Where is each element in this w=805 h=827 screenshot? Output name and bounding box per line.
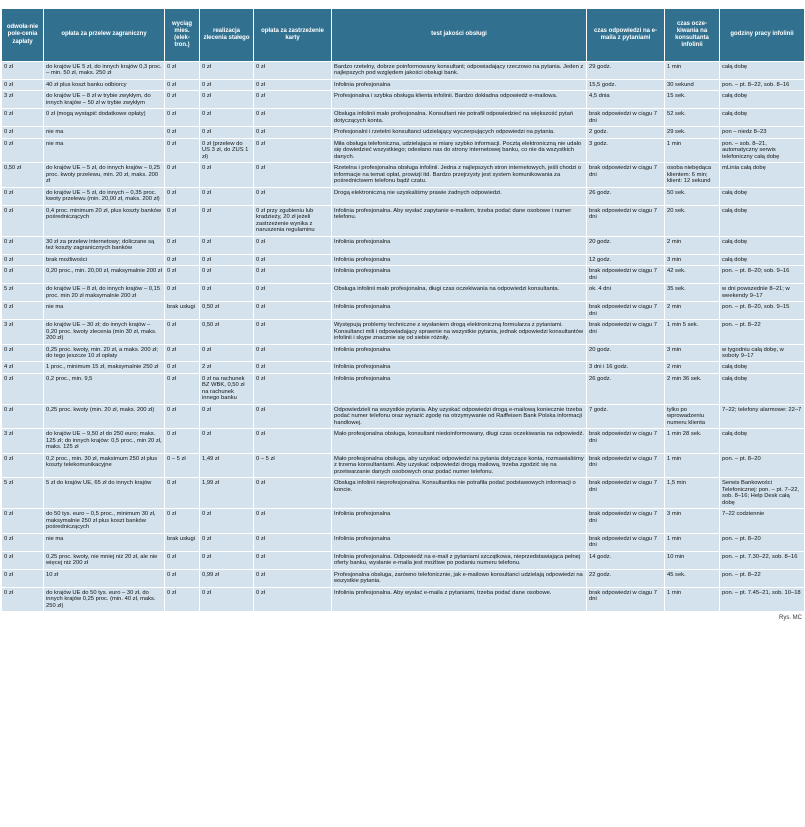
table-cell: 0,25 proc. kwoty (min. 20 zł, maks. 200 zł) bbox=[44, 404, 165, 428]
column-header-foreign-transfer-fee: opłata za przelew zagraniczny bbox=[44, 9, 165, 62]
table-cell: 3 godz. bbox=[587, 138, 665, 162]
table-cell: 0 zł bbox=[165, 509, 200, 533]
table-cell: brak odpowiedzi w ciągu 7 dni bbox=[587, 429, 665, 453]
table-row bbox=[2, 62, 805, 80]
table-cell: całą dobę bbox=[720, 62, 805, 80]
table-cell: pon. – sob. 8–21, automatyczny serwis telefoniczny całą dobę bbox=[720, 138, 805, 162]
table-cell: 7–22; telefony alarmowe: 22–7 bbox=[720, 404, 805, 428]
table-cell: 10 min bbox=[665, 551, 720, 569]
table-row bbox=[2, 79, 805, 90]
table-cell: 1,5 min bbox=[665, 478, 720, 509]
table-cell: Infolinia profesjonalna. Aby wysłać zapytanie e-mailem, trzeba podać dane osobowe i numer telefonu. bbox=[332, 205, 587, 236]
table-cell: do krajów UE – 30 zł; do innych krajów – 0,20 proc. kwoty zlecenia (min 30 zł, maks. 200 zł) bbox=[44, 320, 165, 344]
table-cell: 2 min 36 sek. bbox=[665, 373, 720, 404]
table-cell: do krajów UE – 8 zł w trybie zwykłym, do innych krajów – 50 zł w trybie zwykłym bbox=[44, 91, 165, 109]
table-cell: 4,5 dnia bbox=[587, 91, 665, 109]
table-row bbox=[2, 187, 805, 205]
table-cell: pon. – pt. 8–20, sob. 9–15 bbox=[720, 302, 805, 320]
table-cell: brak odpowiedzi w ciągu 7 dni bbox=[587, 478, 665, 509]
table-cell: 0 zł bbox=[2, 453, 44, 477]
table-cell: 1,49 zł bbox=[200, 453, 254, 477]
table-row bbox=[2, 302, 805, 320]
table-cell: 3 zł bbox=[2, 320, 44, 344]
column-header-monthly-statement: wyciąg mies. (elek-tron.) bbox=[165, 9, 200, 62]
table-cell: 0 zł bbox=[165, 266, 200, 284]
table-cell: 0 zł bbox=[254, 266, 332, 284]
table-cell: 1 min bbox=[665, 587, 720, 611]
table-cell: 1,99 zł bbox=[200, 478, 254, 509]
table-cell: 0 zł bbox=[165, 109, 200, 127]
table-cell: 0 zł bbox=[200, 533, 254, 551]
table-cell: 3 min bbox=[665, 254, 720, 265]
table-cell: 1 min bbox=[665, 453, 720, 477]
table-cell: 0 zł bbox=[2, 187, 44, 205]
table-row bbox=[2, 373, 805, 404]
table-cell: brak możliwości bbox=[44, 254, 165, 265]
table-cell: 0 zł bbox=[165, 344, 200, 362]
table-cell: 0 zł bbox=[254, 362, 332, 373]
table-cell: tylko po wprowadzeniu numeru klienta bbox=[665, 404, 720, 428]
table-row bbox=[2, 587, 805, 611]
table-cell: Profesjonalna i szybka obsługa klienta infolinii. Bardzo dokładna odpowiedź e-mailowa. bbox=[332, 91, 587, 109]
table-cell: 1 min bbox=[665, 138, 720, 162]
table-cell: w dni powszednie 8–21; w weekendy 9–17 bbox=[720, 284, 805, 302]
table-cell: całą dobę bbox=[720, 236, 805, 254]
table-cell: 0 zł bbox=[254, 373, 332, 404]
table-row bbox=[2, 533, 805, 551]
table-cell: 42 sek. bbox=[665, 266, 720, 284]
table-cell: 0,20 proc., min. 20,00 zł, maksymalnie 200 zł bbox=[44, 266, 165, 284]
table-cell: 1 min 5 sek. bbox=[665, 320, 720, 344]
table-cell: 1 min bbox=[665, 533, 720, 551]
table-cell: Odpowiedzieli na wszystkie pytania. Aby uzyskać odpowiedzi drogą e-mailową koniecznie trzeba podać numer telefonu oraz wyrazić zgodę na otrzymywanie od Raiffeisen Bank Polska informacji handlowej. bbox=[332, 404, 587, 428]
table-cell: 3 dni i 16 godz. bbox=[587, 362, 665, 373]
table-cell: 0 zł bbox=[165, 320, 200, 344]
table-cell: całą dobę bbox=[720, 429, 805, 453]
table-row bbox=[2, 266, 805, 284]
table-cell: Infolinia profesjonalna bbox=[332, 236, 587, 254]
table-cell: 0 zł bbox=[254, 533, 332, 551]
table-cell: Występują problemy techniczne z wysłaniem drogą elektroniczną formularza z pytaniami. Konsultanci mili i odpowiadający sprawnie na wszystkie pytania, jednak odpowiedzi konsultantów infolinii i skype znacznie się od siebie różniły. bbox=[332, 320, 587, 344]
table-cell: brak odpowiedzi w ciągu 7 dni bbox=[587, 587, 665, 611]
table-row bbox=[2, 109, 805, 127]
table-cell: 0,25 proc. kwoty, nie mniej niż 20 zł, ale nie więcej niż 200 zł bbox=[44, 551, 165, 569]
table-row bbox=[2, 284, 805, 302]
table-cell: 0 – 5 zł bbox=[165, 453, 200, 477]
table-cell: Profesjonalna obsługa, zarówno telefonicznie, jak e-mailowo konsultanci udzielają odpowiedzi na wszystkie pytania. bbox=[332, 569, 587, 587]
table-cell: całą dobę bbox=[720, 254, 805, 265]
table-cell: brak odpowiedzi w ciągu 7 dni bbox=[587, 163, 665, 187]
table-cell: 0 zł bbox=[165, 404, 200, 428]
table-cell: 0 zł bbox=[254, 62, 332, 80]
table-cell: Serwis Bankowości Telefonicznej: pon. – pt. 7–22, sob. 8–16; Help Desk całą dobę bbox=[720, 478, 805, 509]
table-cell: Infolinia profesjonalna bbox=[332, 509, 587, 533]
table-cell: 0 zł bbox=[254, 478, 332, 509]
table-cell: 0 zł bbox=[2, 551, 44, 569]
table-cell: 52 sek. bbox=[665, 109, 720, 127]
table-cell: 0 zł bbox=[200, 163, 254, 187]
table-cell: 14 godz. bbox=[587, 551, 665, 569]
table-cell: Rzetelna i profesjonalna obsługa infolinii. Jedna z najlepszych stron internetowych, jeśli chodzi o informacje na temat opłat, prowizji itd. Bardzo przejrzysty jest system komunikowania za pośrednictwem telefonu bądź czatu. bbox=[332, 163, 587, 187]
table-cell: 0 zł bbox=[200, 284, 254, 302]
table-row bbox=[2, 551, 805, 569]
table-row bbox=[2, 320, 805, 344]
table-cell: 0 zł bbox=[200, 62, 254, 80]
table-cell: brak usługi bbox=[165, 302, 200, 320]
table-cell: 0 zł bbox=[200, 187, 254, 205]
column-header-email-response-time: czas odpowiedzi na e-maila z pytaniami bbox=[587, 9, 665, 62]
table-cell: 45 sek. bbox=[665, 569, 720, 587]
table-cell: 0 zł bbox=[254, 79, 332, 90]
table-cell: Infolinia profesjonalna bbox=[332, 373, 587, 404]
table-cell: nie ma bbox=[44, 138, 165, 162]
table-cell: Obsługa infolinii mało profesjonalna. Konsultant nie potrafił odpowiedzieć na większość pytań dotyczących konta. bbox=[332, 109, 587, 127]
table-cell: brak odpowiedzi w ciągu 7 dni bbox=[587, 205, 665, 236]
table-cell: 0 zł bbox=[254, 138, 332, 162]
table-cell: Infolinia profesjonalna bbox=[332, 254, 587, 265]
table-cell: Infolinia profesjonalna bbox=[332, 302, 587, 320]
table-cell: brak odpowiedzi w ciągu 7 dni bbox=[587, 302, 665, 320]
table-cell: 0 zł bbox=[200, 79, 254, 90]
table-cell: 0 zł bbox=[254, 404, 332, 428]
table-cell: 0 zł bbox=[254, 320, 332, 344]
table-cell: 0 zł bbox=[2, 302, 44, 320]
table-cell: Infolinia profesjonalna bbox=[332, 79, 587, 90]
table-cell: 0 zł bbox=[2, 266, 44, 284]
table-cell: 1 min 28 sek. bbox=[665, 429, 720, 453]
table-row bbox=[2, 429, 805, 453]
table-row bbox=[2, 404, 805, 428]
table-cell: pon – niedz 8–23 bbox=[720, 127, 805, 138]
table-cell: brak odpowiedzi w ciągu 7 dni bbox=[587, 320, 665, 344]
table-cell: 0 zł bbox=[165, 79, 200, 90]
table-cell: mLinia całą dobę bbox=[720, 163, 805, 187]
table-cell: Obsługa infolinii mało profesjonalna, długi czas oczekiwania na odpowiedzi konsultanta. bbox=[332, 284, 587, 302]
table-cell: 0 zł bbox=[254, 163, 332, 187]
table-cell: Miła obsługa telefoniczna, udzielająca w miarę szybko informacji. Pocztą elektroniczną nie udało się dowiedzieć wszystkiego; odesłano nas do strony internetowej banku, co nie da wszystkich danych. bbox=[332, 138, 587, 162]
table-cell: Drogą elektroniczną nie uzyskaliśmy prawie żadnych odpowiedzi. bbox=[332, 187, 587, 205]
table-cell: 2 min bbox=[665, 236, 720, 254]
table-cell: 0,99 zł bbox=[200, 569, 254, 587]
table-cell: 0 zł (mogą wystąpić dodatkowe opłaty) bbox=[44, 109, 165, 127]
table-cell: 0 zł bbox=[200, 91, 254, 109]
table-cell: 22 godz. bbox=[587, 569, 665, 587]
table-cell: 0 zł bbox=[200, 254, 254, 265]
table-cell: 0 zł bbox=[165, 362, 200, 373]
table-cell: pon. – pt. 8–22, sob. 8–16 bbox=[720, 79, 805, 90]
table-cell: 0 zł bbox=[254, 236, 332, 254]
column-header-card-block-fee: opłata za zastrzeżenie karty bbox=[254, 9, 332, 62]
table-cell: 7–22 codziennie bbox=[720, 509, 805, 533]
table-cell: 0 zł bbox=[254, 284, 332, 302]
table-cell: 2 godz. bbox=[587, 127, 665, 138]
table-cell: 0 zł bbox=[165, 163, 200, 187]
table-cell: 0 zł bbox=[254, 551, 332, 569]
table-cell: do krajów UE – 5 zł, do innych krajów – 0,25 proc. kwoty przelewu, min. 20 zł, maks. 200 zł bbox=[44, 163, 165, 187]
table-cell: brak odpowiedzi w ciągu 7 dni bbox=[587, 109, 665, 127]
table-cell: całą dobę bbox=[720, 373, 805, 404]
table-cell: nie ma bbox=[44, 533, 165, 551]
column-header-standing-order: realizacja zlecenia stałego bbox=[200, 9, 254, 62]
table-cell: 0 zł bbox=[200, 205, 254, 236]
table-row bbox=[2, 138, 805, 162]
table-cell: pon. – pt. 7.30–22, sob. 8–16 bbox=[720, 551, 805, 569]
table-cell: 0 zł bbox=[254, 302, 332, 320]
table-cell: 0 zł bbox=[165, 138, 200, 162]
illustration-credit: Rys. MC bbox=[779, 615, 802, 621]
table-cell: 0 zł bbox=[200, 344, 254, 362]
table-cell: 15 sek. bbox=[665, 91, 720, 109]
table-cell: 0 zł bbox=[200, 509, 254, 533]
table-cell: Bardzo rzetelny, dobrze poinformowany konsultant; odpowiadający rzeczowo na pytania. Jeden z najlepszych pod względem jakości obsługi bank. bbox=[332, 62, 587, 80]
table-cell: 12 godz. bbox=[587, 254, 665, 265]
table-cell: 35 sek. bbox=[665, 284, 720, 302]
table-cell: 4 zł bbox=[2, 362, 44, 373]
table-cell: Profesjonalni i rzetelni konsultanci udzielający wyczerpujących odpowiedzi na pytania. bbox=[332, 127, 587, 138]
table-cell: 0 zł bbox=[200, 404, 254, 428]
table-cell: 0 zł bbox=[165, 91, 200, 109]
table-cell: 0 zł bbox=[254, 109, 332, 127]
table-cell: 29 godz. bbox=[587, 62, 665, 80]
table-cell: 0 zł bbox=[2, 404, 44, 428]
table-cell: 0 zł bbox=[254, 187, 332, 205]
table-cell: do krajów UE – 5 zł, do innych – 0,35 proc. kwoty przelewu (min. 20,00 zł, maks. 200 zł) bbox=[44, 187, 165, 205]
table-cell: 0 zł bbox=[165, 373, 200, 404]
table-cell: do 50 tys. euro – 0,5 proc., minimum 30 zł, maksymalnie 250 zł plus koszt banków pośredniczących bbox=[44, 509, 165, 533]
table-cell: 1 min bbox=[665, 62, 720, 80]
table-row bbox=[2, 236, 805, 254]
table-cell: Infolinia profesjonalna bbox=[332, 533, 587, 551]
table-cell: 0 zł bbox=[200, 236, 254, 254]
table-cell: do krajów UE – 9,50 zł do 250 euro; maks. 125 zł; do innych krajów: 0,5 proc., min 20 zł, maks. 125 zł bbox=[44, 429, 165, 453]
table-cell: pon. – pt. 8–20 bbox=[720, 453, 805, 477]
table-cell: brak odpowiedzi w ciągu 7 dni bbox=[587, 509, 665, 533]
table-cell: 0 zł bbox=[165, 551, 200, 569]
table-cell: brak odpowiedzi w ciągu 7 dni bbox=[587, 266, 665, 284]
table-cell: 0 – 5 zł bbox=[254, 453, 332, 477]
bank-comparison-table bbox=[1, 8, 805, 612]
table-row bbox=[2, 205, 805, 236]
table-cell: 0,2 proc., min. 30 zł, maksimum 250 zł plus koszty telekomunikacyjne bbox=[44, 453, 165, 477]
table-cell: 0 zł (przelew do US 3 zł, do ZUS 1 zł) bbox=[200, 138, 254, 162]
table-cell: do krajów UE – 8 zł, do innych krajów – 0,15 proc. min 20 zł maksymalnie 200 zł bbox=[44, 284, 165, 302]
table-cell: 0,2 proc., min. 9,5 bbox=[44, 373, 165, 404]
table-cell: 50 sek. bbox=[665, 187, 720, 205]
table-cell: Infolinia profesjonalna bbox=[332, 344, 587, 362]
table-cell: 0 zł bbox=[254, 429, 332, 453]
table-row bbox=[2, 478, 805, 509]
table-row bbox=[2, 127, 805, 138]
table-cell: 0 zł bbox=[165, 478, 200, 509]
table-cell: 0 zł bbox=[2, 254, 44, 265]
table-cell: 0 zł bbox=[165, 62, 200, 80]
table-cell: 0 zł bbox=[2, 587, 44, 611]
table-cell: ok. 4 dni bbox=[587, 284, 665, 302]
table-cell: 26 godz. bbox=[587, 373, 665, 404]
table-cell: 0 zł bbox=[254, 509, 332, 533]
table-cell: 0 zł bbox=[2, 138, 44, 162]
table-cell: 0 zł bbox=[200, 587, 254, 611]
table-cell: Infolinia profesjonalna bbox=[332, 362, 587, 373]
table-row bbox=[2, 509, 805, 533]
table-cell: 0 zł bbox=[2, 236, 44, 254]
table-cell: 0 zł bbox=[2, 344, 44, 362]
table-cell: 0 zł bbox=[165, 187, 200, 205]
table-cell: 20 godz. bbox=[587, 344, 665, 362]
table-cell: do krajów UE do 50 tys. euro – 30 zł, do innych krajów 0,25 proc. (min. 40 zł, maks. 250 zł) bbox=[44, 587, 165, 611]
table-cell: 3 min bbox=[665, 509, 720, 533]
table-cell: 3 zł bbox=[2, 429, 44, 453]
table-cell: 0 zł bbox=[2, 533, 44, 551]
table-cell: 0 zł bbox=[254, 254, 332, 265]
table-cell: 0 zł bbox=[165, 587, 200, 611]
table-row bbox=[2, 163, 805, 187]
table-cell: 0 zł bbox=[254, 569, 332, 587]
table-cell: pon. – pt. 8–22 bbox=[720, 569, 805, 587]
table-cell: 0,50 zł bbox=[200, 302, 254, 320]
table-cell: Infolinia profesjonalna bbox=[332, 266, 587, 284]
table-cell: 0 zł bbox=[2, 79, 44, 90]
table-header-row bbox=[2, 9, 805, 62]
table-cell: 0 zł bbox=[165, 429, 200, 453]
table-cell: nie ma bbox=[44, 302, 165, 320]
table-cell: 0 zł bbox=[254, 127, 332, 138]
table-cell: 0 zł bbox=[165, 236, 200, 254]
table-cell: Obsługa infolinii nieprofesjonalna. Konsultantka nie potrafiła podać podstawowych informacji o koncie. bbox=[332, 478, 587, 509]
table-row bbox=[2, 254, 805, 265]
table-cell: 7 godz. bbox=[587, 404, 665, 428]
table-cell: w tygodniu całą dobę, w soboty 9–17 bbox=[720, 344, 805, 362]
column-header-hotline-wait-time: czas ocze-kiwania na konsultanta infolinii bbox=[665, 9, 720, 62]
table-cell: 1 proc., minimum 15 zł, maksymalnie 250 zł bbox=[44, 362, 165, 373]
table-cell: 0 zł bbox=[2, 569, 44, 587]
table-cell: 0 zł bbox=[2, 127, 44, 138]
table-cell: 0 zł bbox=[2, 205, 44, 236]
table-cell: brak odpowiedzi w ciągu 7 dni bbox=[587, 533, 665, 551]
table-cell: 26 godz. bbox=[587, 187, 665, 205]
table-cell: 0 zł bbox=[2, 373, 44, 404]
table-cell: do krajów UE 5 zł, do innych krajów 0,3 proc. – min. 50 zł, maks. 250 zł bbox=[44, 62, 165, 80]
table-cell: 0 zł bbox=[254, 91, 332, 109]
table-cell: 5 zł bbox=[2, 284, 44, 302]
table-cell: pon. – pt. 8–22 bbox=[720, 320, 805, 344]
table-cell: 0 zł bbox=[2, 509, 44, 533]
table-cell: całą dobę bbox=[720, 362, 805, 373]
table-row bbox=[2, 362, 805, 373]
table-cell: 3 min bbox=[665, 344, 720, 362]
table-cell: Mało profesjonalna obsługa, aby uzyskać odpowiedzi na pytania dotyczące konta, rozmawialiśmy z trzema konsultantami. Aby uzyskać odpowiedzi drogą mailową, trzeba zgodzić się na przetwarzanie danych osobowych oraz podać numer telefonu. bbox=[332, 453, 587, 477]
table-cell: 2 min bbox=[665, 362, 720, 373]
column-header-hotline-hours: godziny pracy infolinii bbox=[720, 9, 805, 62]
table-cell: 0,50 zł bbox=[200, 320, 254, 344]
table-cell: 0 zł na rachunek BZ WBK, 0,50 zł na rachunek innego banku bbox=[200, 373, 254, 404]
table-cell: całą dobę bbox=[720, 91, 805, 109]
column-header-direct-debit-cancel: odwoła-nie pole-cenia zapłaty bbox=[2, 9, 44, 62]
table-cell: 0 zł przy zgubieniu lub kradzieży, 20 zł jeżeli zastrzeżenie wynika z naruszenia regulaminu bbox=[254, 205, 332, 236]
table-cell: całą dobę bbox=[720, 187, 805, 205]
table-cell: 0 zł bbox=[200, 429, 254, 453]
table-cell: 0 zł bbox=[254, 587, 332, 611]
table-cell: 0 zł bbox=[165, 254, 200, 265]
table-cell: 20 godz. bbox=[587, 236, 665, 254]
table-cell: 20 sek. bbox=[665, 205, 720, 236]
table-cell: 0 zł bbox=[200, 127, 254, 138]
table-cell: brak usługi bbox=[165, 533, 200, 551]
table-cell: osoba niebędąca klientem: 6 min; klient: 12 sekund bbox=[665, 163, 720, 187]
table-cell: całą dobę bbox=[720, 205, 805, 236]
table-row bbox=[2, 91, 805, 109]
table-cell: 0 zł bbox=[200, 551, 254, 569]
table-cell: 5 zł bbox=[2, 478, 44, 509]
table-cell: 0,4 proc. minimum 20 zł, plus koszty banków pośredniczących bbox=[44, 205, 165, 236]
table-cell: 0 zł bbox=[2, 109, 44, 127]
table-cell: pon. – pt. 8–20 bbox=[720, 533, 805, 551]
table-cell: 0 zł bbox=[2, 62, 44, 80]
column-header-service-quality-test: test jakości obsługi bbox=[332, 9, 587, 62]
table-cell: nie ma bbox=[44, 127, 165, 138]
table-cell: 30 zł za przelew internetowy; doliczane są też koszty zagranicznych banków bbox=[44, 236, 165, 254]
table-row bbox=[2, 569, 805, 587]
table-cell: 30 sekund bbox=[665, 79, 720, 90]
table-cell: 0 zł bbox=[165, 569, 200, 587]
table-cell: 0 zł bbox=[165, 127, 200, 138]
table-cell: 0 zł bbox=[254, 344, 332, 362]
table-cell: 0,25 proc. kwoty, min. 20 zł, a maks. 200 zł; do tego jeszcze 10 zł opłaty bbox=[44, 344, 165, 362]
table-cell: 0 zł bbox=[165, 205, 200, 236]
table-cell: Infolinia profesjonalna. Aby wysłać e-maila z pytaniami, trzeba podać dane osobowe. bbox=[332, 587, 587, 611]
table-cell: 0 zł bbox=[200, 109, 254, 127]
table-cell: Mało profesjonalna obsługa, konsultant niedoinformowany, długi czas oczekiwania na odpowiedź. bbox=[332, 429, 587, 453]
table-cell: 2 zł bbox=[200, 362, 254, 373]
table-cell: pon. – pt. 7.45–21, sob. 10–18 bbox=[720, 587, 805, 611]
table-row bbox=[2, 344, 805, 362]
table-cell: 3 zł bbox=[2, 91, 44, 109]
table-cell: pon. – pt. 8–20; sob. 9–16 bbox=[720, 266, 805, 284]
table-cell: 29 sek. bbox=[665, 127, 720, 138]
table-cell: Infolinia profesjonalna. Odpowiedź na e-mail z pytaniami szczątkowa, nieprzedstawiająca pełnej oferty banku, wysłanie e-maila jest możliwe po podaniu numeru telefonu. bbox=[332, 551, 587, 569]
table-cell: 15,5 godz. bbox=[587, 79, 665, 90]
table-cell: 0,50 zł bbox=[2, 163, 44, 187]
table-cell: całą dobę bbox=[720, 109, 805, 127]
table-cell: 0 zł bbox=[200, 266, 254, 284]
table-row bbox=[2, 453, 805, 477]
table-cell: 40 zł plus koszt banku odbiorcy bbox=[44, 79, 165, 90]
table-cell: brak odpowiedzi w ciągu 7 dni bbox=[587, 453, 665, 477]
table-cell: 5 zł do krajów UE, 65 zł do innych krajów bbox=[44, 478, 165, 509]
table-cell: 10 zł bbox=[44, 569, 165, 587]
table-cell: 0 zł bbox=[165, 284, 200, 302]
table-cell: 2 min bbox=[665, 302, 720, 320]
